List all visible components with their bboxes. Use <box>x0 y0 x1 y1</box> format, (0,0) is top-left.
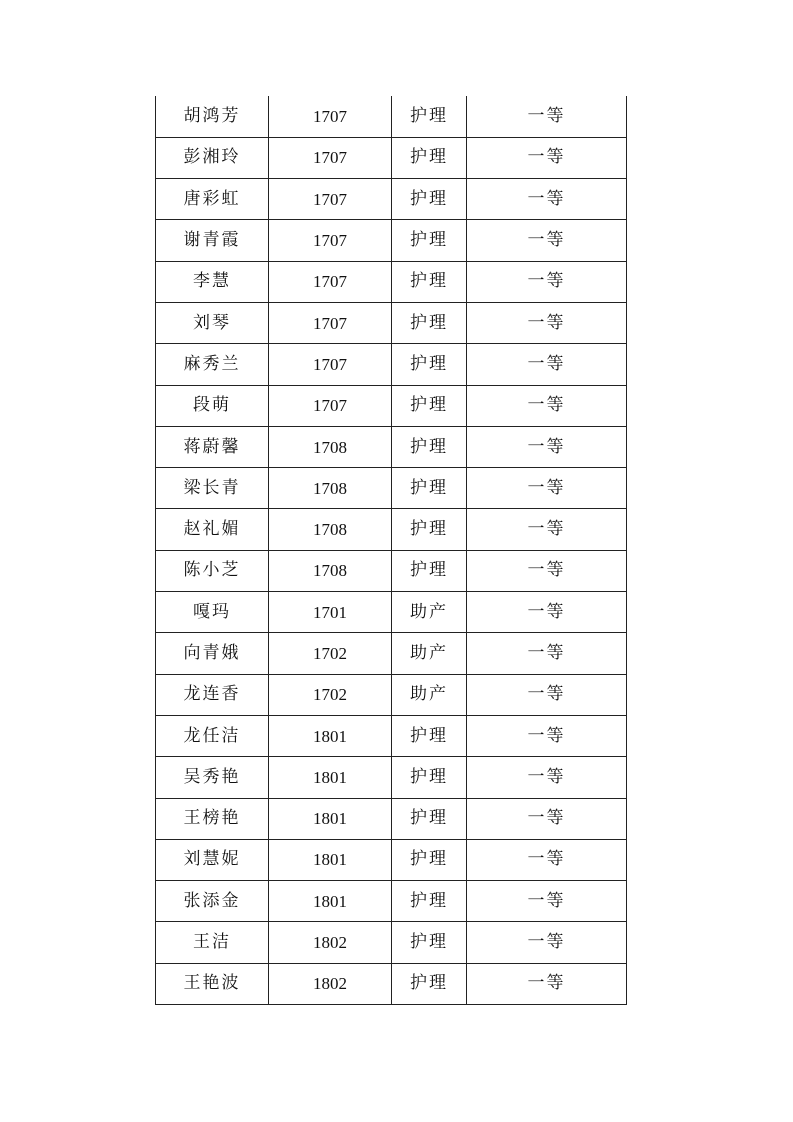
major-cell: 护理 <box>392 881 467 922</box>
award-level-cell: 一等 <box>467 963 627 1004</box>
class-number-cell: 1702 <box>269 633 392 674</box>
class-number-cell: 1701 <box>269 592 392 633</box>
table-row <box>156 633 627 674</box>
class-number-cell: 1802 <box>269 922 392 963</box>
major-cell: 护理 <box>392 468 467 509</box>
major-cell: 护理 <box>392 798 467 839</box>
student-name-cell: 胡鸿芳 <box>156 96 269 137</box>
class-number-cell: 1707 <box>269 137 392 178</box>
student-name-cell: 赵礼媚 <box>156 509 269 550</box>
table-row <box>156 757 627 798</box>
major-cell: 护理 <box>392 96 467 137</box>
award-level-cell: 一等 <box>467 757 627 798</box>
table-row <box>156 220 627 261</box>
student-name-cell: 蒋蔚馨 <box>156 426 269 467</box>
major-cell: 助产 <box>392 674 467 715</box>
award-level-cell: 一等 <box>467 881 627 922</box>
student-name-cell: 王艳波 <box>156 963 269 1004</box>
award-level-cell: 一等 <box>467 426 627 467</box>
student-name-cell: 梁长青 <box>156 468 269 509</box>
class-number-cell: 1802 <box>269 963 392 1004</box>
major-cell: 助产 <box>392 592 467 633</box>
class-number-cell: 1801 <box>269 715 392 756</box>
table-row <box>156 302 627 343</box>
award-level-cell: 一等 <box>467 220 627 261</box>
student-name-cell: 王洁 <box>156 922 269 963</box>
award-level-cell: 一等 <box>467 385 627 426</box>
award-level-cell: 一等 <box>467 96 627 137</box>
student-name-cell: 彭湘玲 <box>156 137 269 178</box>
table-row <box>156 137 627 178</box>
student-name-cell: 龙任洁 <box>156 715 269 756</box>
class-number-cell: 1702 <box>269 674 392 715</box>
table-row <box>156 385 627 426</box>
class-number-cell: 1801 <box>269 798 392 839</box>
table-row <box>156 426 627 467</box>
table-row <box>156 468 627 509</box>
class-number-cell: 1707 <box>269 344 392 385</box>
major-cell: 护理 <box>392 302 467 343</box>
award-roster-table <box>155 96 627 1005</box>
class-number-cell: 1707 <box>269 220 392 261</box>
student-name-cell: 陈小芝 <box>156 550 269 591</box>
major-cell: 护理 <box>392 179 467 220</box>
major-cell: 护理 <box>392 220 467 261</box>
table-row <box>156 881 627 922</box>
student-name-cell: 刘琴 <box>156 302 269 343</box>
award-level-cell: 一等 <box>467 922 627 963</box>
roster-table-body <box>156 96 627 1005</box>
award-level-cell: 一等 <box>467 674 627 715</box>
award-level-cell: 一等 <box>467 302 627 343</box>
table-row <box>156 674 627 715</box>
class-number-cell: 1707 <box>269 302 392 343</box>
major-cell: 护理 <box>392 426 467 467</box>
award-level-cell: 一等 <box>467 839 627 880</box>
class-number-cell: 1707 <box>269 385 392 426</box>
major-cell: 护理 <box>392 344 467 385</box>
major-cell: 护理 <box>392 261 467 302</box>
table-row <box>156 922 627 963</box>
table-row <box>156 592 627 633</box>
award-level-cell: 一等 <box>467 633 627 674</box>
table-row <box>156 550 627 591</box>
student-name-cell: 段萌 <box>156 385 269 426</box>
student-name-cell: 龙连香 <box>156 674 269 715</box>
award-level-cell: 一等 <box>467 798 627 839</box>
award-level-cell: 一等 <box>467 715 627 756</box>
student-name-cell: 李慧 <box>156 261 269 302</box>
class-number-cell: 1801 <box>269 881 392 922</box>
class-number-cell: 1708 <box>269 426 392 467</box>
class-number-cell: 1708 <box>269 550 392 591</box>
award-level-cell: 一等 <box>467 179 627 220</box>
major-cell: 护理 <box>392 963 467 1004</box>
student-name-cell: 唐彩虹 <box>156 179 269 220</box>
major-cell: 护理 <box>392 922 467 963</box>
table-row <box>156 96 627 137</box>
major-cell: 助产 <box>392 633 467 674</box>
student-name-cell: 麻秀兰 <box>156 344 269 385</box>
table-row <box>156 963 627 1004</box>
student-name-cell: 谢青霞 <box>156 220 269 261</box>
class-number-cell: 1801 <box>269 839 392 880</box>
student-name-cell: 向青娥 <box>156 633 269 674</box>
major-cell: 护理 <box>392 137 467 178</box>
student-name-cell: 张添金 <box>156 881 269 922</box>
class-number-cell: 1708 <box>269 509 392 550</box>
student-name-cell: 吴秀艳 <box>156 757 269 798</box>
class-number-cell: 1708 <box>269 468 392 509</box>
award-level-cell: 一等 <box>467 468 627 509</box>
award-level-cell: 一等 <box>467 137 627 178</box>
award-level-cell: 一等 <box>467 550 627 591</box>
class-number-cell: 1707 <box>269 261 392 302</box>
award-level-cell: 一等 <box>467 261 627 302</box>
class-number-cell: 1707 <box>269 96 392 137</box>
class-number-cell: 1707 <box>269 179 392 220</box>
class-number-cell: 1801 <box>269 757 392 798</box>
major-cell: 护理 <box>392 839 467 880</box>
table-row <box>156 509 627 550</box>
table-row <box>156 261 627 302</box>
award-level-cell: 一等 <box>467 592 627 633</box>
table-row <box>156 798 627 839</box>
award-level-cell: 一等 <box>467 509 627 550</box>
student-name-cell: 嘎玛 <box>156 592 269 633</box>
table-row <box>156 179 627 220</box>
table-row <box>156 715 627 756</box>
table-row <box>156 344 627 385</box>
major-cell: 护理 <box>392 550 467 591</box>
major-cell: 护理 <box>392 509 467 550</box>
student-name-cell: 刘慧妮 <box>156 839 269 880</box>
major-cell: 护理 <box>392 715 467 756</box>
major-cell: 护理 <box>392 757 467 798</box>
major-cell: 护理 <box>392 385 467 426</box>
table-row <box>156 839 627 880</box>
award-level-cell: 一等 <box>467 344 627 385</box>
student-name-cell: 王榜艳 <box>156 798 269 839</box>
